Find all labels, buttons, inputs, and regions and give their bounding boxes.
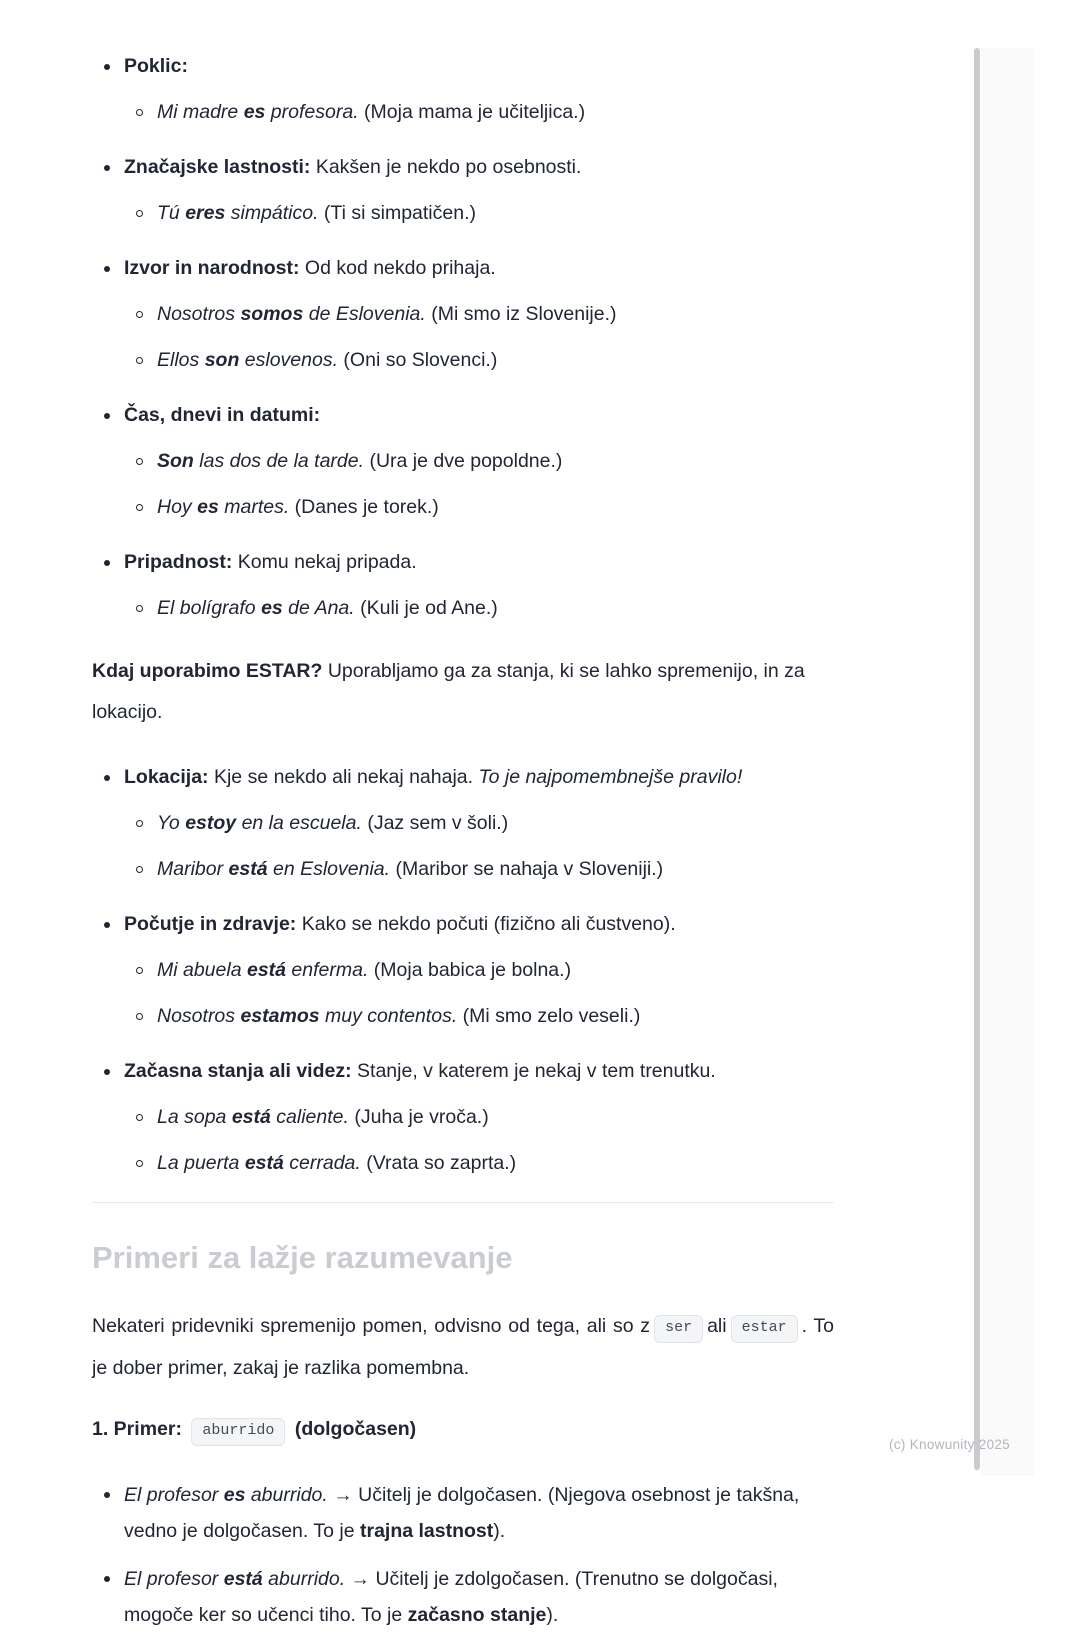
text-run: ). — [546, 1604, 559, 1626]
example-sentence — [157, 496, 439, 518]
text-run: (Jaz sem v šoli.) — [361, 812, 509, 834]
text-run: Poklic: — [124, 55, 188, 77]
sub-list — [124, 445, 834, 524]
sub-list — [124, 298, 834, 377]
example-sentence — [157, 812, 508, 834]
text-run: Pripadnost: — [124, 551, 233, 573]
section-heading-primeri: Primeri za lažje razumevanje — [92, 1240, 513, 1275]
list-item-title — [124, 404, 320, 426]
list-item-esta-aburrido — [92, 1561, 834, 1633]
text-run: → Učitelj je dolgočasen. (Njegova osebnost je takšna, vedno je dolgočasen. To je — [124, 1484, 800, 1542]
text-run: muy contentos. — [319, 1005, 458, 1027]
text-run: (Danes je torek.) — [289, 496, 439, 518]
text-run: Mi madre — [157, 101, 244, 123]
text-run: son — [204, 349, 240, 371]
text-run: To je najpomembnejše pravilo! — [478, 766, 743, 788]
text-run: (Moja babica je bolna.) — [368, 959, 572, 981]
text-run: Izvor in narodnost: — [124, 257, 300, 279]
text-run: es — [261, 597, 283, 619]
text-run: Počutje in zdravje: — [124, 913, 297, 935]
example-sentence — [157, 202, 476, 224]
text-run: Maribor — [157, 858, 229, 880]
text-run: ). — [493, 1520, 506, 1542]
list-item-title — [124, 1060, 716, 1082]
text-run: Lokacija: — [124, 766, 209, 788]
text-run: Komu nekaj pripada. — [232, 551, 417, 573]
text-run: las dos de la tarde. — [193, 450, 365, 472]
sub-list-item — [124, 853, 834, 886]
text-run: (Oni so Slovenci.) — [338, 349, 498, 371]
text-run: (Maribor se nahaja v Sloveniji.) — [390, 858, 664, 880]
example-sentence — [157, 858, 663, 880]
sub-list-item — [124, 1000, 834, 1033]
list-item-zacasna-stanja — [92, 1055, 834, 1180]
text-run: Ellos — [157, 349, 205, 371]
example-sentence — [124, 1484, 799, 1542]
estar-usage-list — [92, 761, 834, 1180]
text-run: Kje se nekdo ali nekaj nahaja. — [208, 766, 479, 788]
example-sentence — [157, 303, 617, 325]
primer-1-label — [92, 1409, 834, 1449]
sub-list — [124, 197, 834, 230]
example-sentence — [157, 101, 585, 123]
text-run: (Vrata so zaprta.) — [360, 1152, 517, 1174]
text-run: está — [231, 1106, 271, 1128]
example-sentence — [157, 1005, 640, 1027]
list-item-title — [124, 551, 417, 573]
sub-list-item — [124, 1101, 834, 1134]
example-sentence — [157, 450, 562, 472]
text-run: Kakšen je nekdo po osebnosti. — [310, 156, 582, 178]
text-run: (Ura je dve popoldne.) — [364, 450, 563, 472]
text-run: caliente. — [270, 1106, 349, 1128]
list-item-lokacija — [92, 761, 834, 886]
list-item-es-aburrido — [92, 1477, 834, 1549]
sub-list-item — [124, 954, 834, 987]
text-run: Nosotros — [157, 1005, 241, 1027]
text-run: Značajske lastnosti: — [124, 156, 311, 178]
text-run: (Mi smo zelo veseli.) — [457, 1005, 641, 1027]
text-run: (Mi smo iz Slovenije.) — [425, 303, 617, 325]
text-run: 1. Primer: — [92, 1418, 188, 1440]
text-run: Od kod nekdo prihaja. — [299, 257, 496, 279]
text-run: Son — [157, 450, 194, 472]
text-run: (dolgočasen) — [289, 1418, 417, 1440]
list-item-title — [124, 55, 188, 77]
list-item-title — [124, 913, 676, 935]
text-run: Tú — [157, 202, 186, 224]
inline-code: aburrido — [191, 1418, 285, 1446]
primer-1-list — [92, 1477, 834, 1633]
example-sentence — [124, 1568, 778, 1626]
text-run: . To je dober primer, zakaj je razlika pomembna. — [92, 1315, 834, 1379]
scrollbar-thumb[interactable] — [974, 48, 980, 1470]
text-run: Stanje, v katerem je nekaj v tem trenutku. — [351, 1060, 716, 1082]
text-run: Uporabljamo ga za stanja, ki se lahko spremenijo, in za lokacijo. — [92, 660, 805, 723]
text-run: profesora. — [265, 101, 359, 123]
text-run: es — [197, 496, 219, 518]
sub-list — [124, 592, 834, 625]
list-item-znacajske-lastnosti — [92, 151, 834, 230]
text-run: está — [246, 959, 286, 981]
text-run: somos — [240, 303, 304, 325]
text-run: eslovenos. — [239, 349, 339, 371]
text-run: Nosotros — [157, 303, 241, 325]
sub-list-item — [124, 197, 834, 230]
inline-code: ser — [654, 1315, 703, 1343]
sub-list — [124, 954, 834, 1033]
text-run: Čas, dnevi in datumi: — [124, 404, 321, 426]
list-item-title — [124, 156, 581, 178]
sub-list-item — [124, 96, 834, 129]
document-content — [92, 50, 834, 1645]
text-run: estoy — [185, 812, 237, 834]
list-item-cas-dnevi-datumi — [92, 399, 834, 524]
sub-list — [124, 96, 834, 129]
list-item-pocutje-zdravje — [92, 908, 834, 1033]
text-run: está — [228, 858, 268, 880]
list-item-title — [124, 257, 496, 279]
text-run: Hoy — [157, 496, 198, 518]
text-run: La sopa — [157, 1106, 232, 1128]
copyright-notice: (c) Knowunity 2025 — [889, 1437, 1010, 1452]
text-run: aburrido. — [262, 1568, 346, 1590]
list-item-poklic — [92, 50, 834, 129]
example-sentence — [157, 1106, 489, 1128]
text-run: trajna lastnost — [359, 1520, 494, 1542]
text-run: (Moja mama je učiteljica.) — [358, 101, 586, 123]
sub-list-item — [124, 807, 834, 840]
list-item-izvor-narodnost — [92, 252, 834, 377]
sub-list-item — [124, 445, 834, 478]
text-run: El profesor — [124, 1484, 224, 1506]
text-run: (Juha je vroča.) — [348, 1106, 489, 1128]
sub-list — [124, 1101, 834, 1180]
text-run: Nekateri pridevniki spremenijo pomen, odvisno od tega, ali so z — [92, 1315, 651, 1337]
example-sentence — [157, 597, 498, 619]
sub-list-item — [124, 298, 834, 331]
text-run: está — [223, 1568, 263, 1590]
text-run: aburrido. — [245, 1484, 328, 1506]
sub-list — [124, 807, 834, 886]
examples-intro-paragraph — [92, 1305, 834, 1389]
sub-list-item — [124, 1147, 834, 1180]
text-run: es — [223, 1484, 246, 1506]
text-run: estamos — [240, 1005, 320, 1027]
text-run: martes. — [218, 496, 290, 518]
page-gutter — [981, 48, 1034, 1476]
text-run: enferma. — [286, 959, 369, 981]
text-run: en Eslovenia. — [267, 858, 391, 880]
sub-list-item — [124, 491, 834, 524]
text-run: El profesor — [124, 1568, 224, 1590]
section-divider — [92, 1202, 834, 1203]
example-sentence — [157, 959, 571, 981]
text-run: Začasna stanja ali videz: — [124, 1060, 352, 1082]
text-run: Yo — [157, 812, 186, 834]
example-sentence — [157, 1152, 516, 1174]
text-run: začasno stanje — [407, 1604, 547, 1626]
sub-list-item — [124, 592, 834, 625]
text-run: en la escuela. — [236, 812, 362, 834]
sub-list-item — [124, 344, 834, 377]
text-run: simpático. — [225, 202, 319, 224]
text-run: Mi abuela — [157, 959, 247, 981]
example-sentence — [157, 349, 497, 371]
text-run: (Ti si simpatičen.) — [318, 202, 476, 224]
text-run: de Ana. — [282, 597, 355, 619]
text-run: ali — [707, 1315, 727, 1337]
text-run: de Eslovenia. — [303, 303, 426, 325]
text-run: es — [243, 101, 266, 123]
list-item-title — [124, 766, 742, 788]
text-run: → Učitelj je zdolgočasen. (Trenutno se dolgočasi, mogoče ker so učenci tiho. To je — [124, 1568, 778, 1626]
text-run: está — [244, 1152, 284, 1174]
estar-intro-paragraph — [92, 651, 834, 733]
list-item-pripadnost — [92, 546, 834, 625]
ser-usage-list — [92, 50, 834, 625]
text-run: El bolígrafo — [157, 597, 262, 619]
text-run: eres — [185, 202, 226, 224]
text-run: Kako se nekdo počuti (fizično ali čustveno). — [296, 913, 676, 935]
text-run: cerrada. — [283, 1152, 361, 1174]
text-run: Kdaj uporabimo ESTAR? — [92, 660, 323, 682]
text-run: La puerta — [157, 1152, 245, 1174]
inline-code: estar — [731, 1315, 798, 1343]
text-run: (Kuli je od Ane.) — [354, 597, 498, 619]
